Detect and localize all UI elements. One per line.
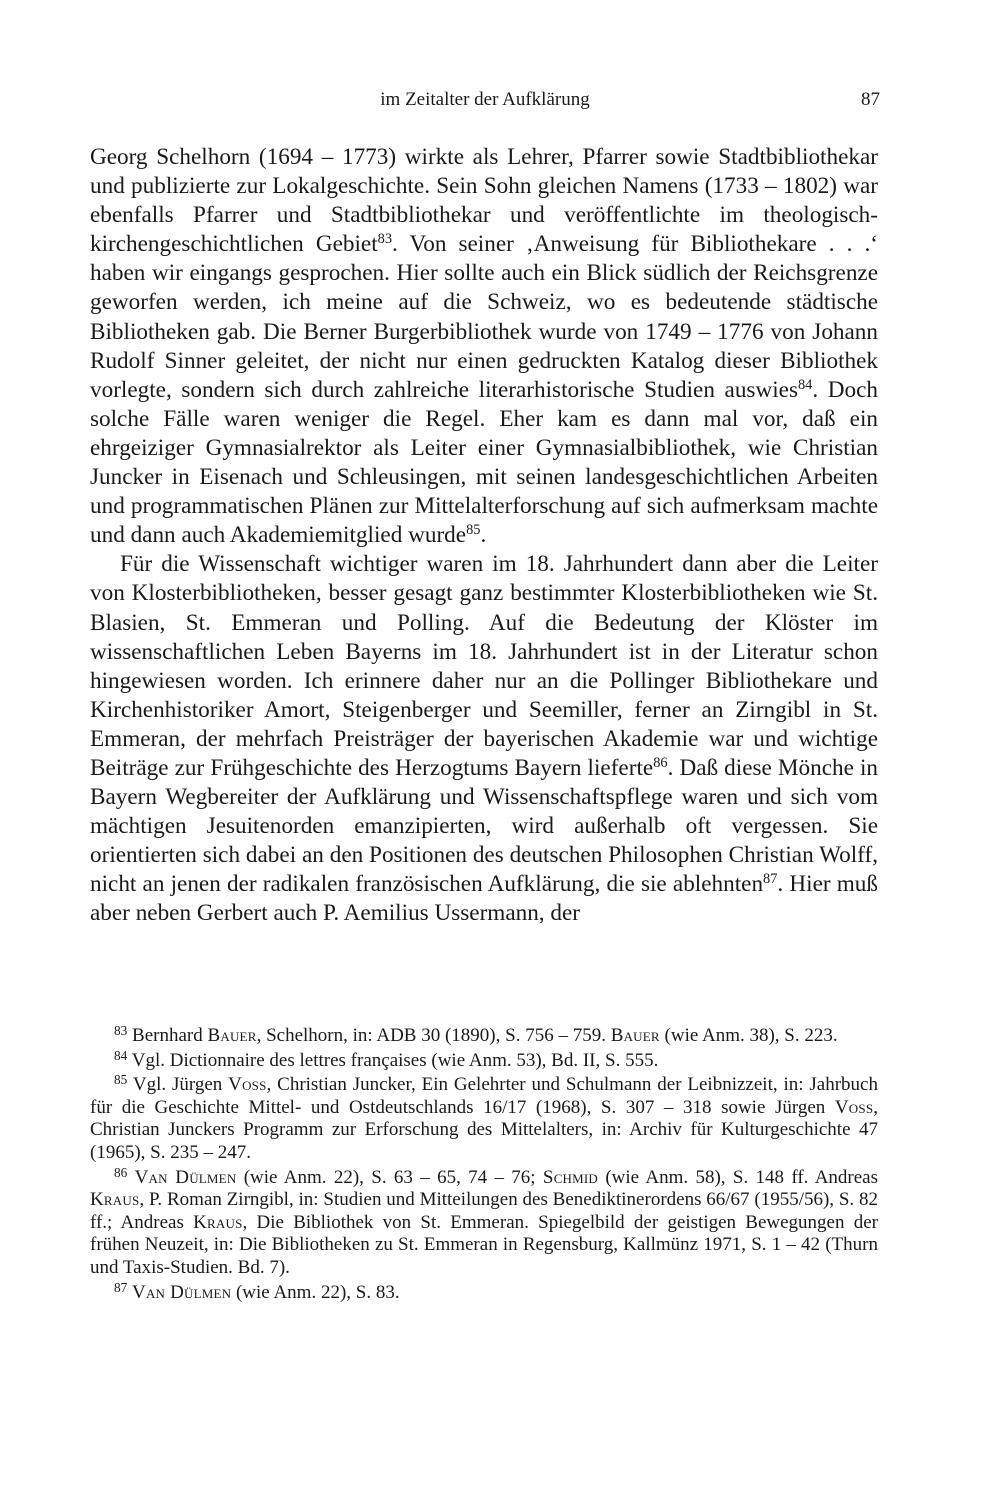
footnote-ref[interactable]: 86	[653, 755, 668, 772]
footnote-number: 87	[114, 1279, 128, 1295]
footnote: $^{84}$ Vgl. Dictionnaire des lettres françaises (wie Anm. 53), Bd. II, S. 555.	[114, 1047, 659, 1071]
footnotes	[90, 1025, 878, 1304]
footnote-ref[interactable]: 84	[797, 376, 813, 393]
footnote-ref[interactable]: 87	[763, 871, 778, 888]
footnote-ref[interactable]: 83	[377, 231, 393, 248]
footnote-number: 84	[114, 1047, 128, 1063]
footnote-ref[interactable]: 85	[466, 522, 481, 539]
footnote: $^{87}$ Van Dülmen (wie Anm. 22), S. 83.	[114, 1279, 400, 1303]
footnote: $^{86}$ Van Dülmen (wie Anm. 22), S. 63 – 65, 74 – 76; Schmid (wie Anm. 58), S. 148 ff. Andreas Kraus, P. Roman Zirngibl, in: Studien und Mitteilungen des Benediktinerordens 66/67 (1955/56), S. 82 ff.; Andreas Kraus, Die Bibliothek von St. Emmeran. Spiegelbild der geistigen Bewegungen der frühen Neuzeit, in: Die Bibliotheken zu St. Emmeran in Regensburg, Kallmünz 1971, S. 1 – 42 (Thurn und Taxis-Studien. Bd. 7).	[90, 1164, 879, 1278]
paragraph: Georg Schelhorn (1694 – 1773) wirkte als Lehrer, Pfarrer sowie Stadtbibliothekar und publizierte zur Lokalgeschichte. Sein Sohn gleichen Namens (1733 – 1802) war ebenfalls Pfarrer und Stadtbibliothekar und veröffentlichte im theologisch-kirchengeschichtlichen Gebiet$^{83}$. Von seiner ‚Anweisung für Bibliothekare . . .‘ haben wir eingangs gesprochen. Hier sollte auch ein Blick südlich der Reichsgrenze geworfen werden, ich meine auf die Schweiz, wo es bedeutende städtische Bibliotheken gab. Die Berner Burgerbibliothek wurde von 1749 – 1776 von Johann Rudolf Sinner geleitet, der nicht nur einen gedruckten Katalog dieser Bibliothek vorlegte, sondern sich durch zahlreiche literarhistorische Studien auswies$^{84}$. Doch solche Fälle waren weniger die Regel. Eher kam es dann mal vor, daß ein ehrgeiziger Gymnasialrektor als Leiter einer Gymnasialbibliothek, wie Christian Juncker in Eisenach und Schleusingen, mit seinen landesgeschichtlichen Arbeiten und programmatischen Plänen zur Mittelalterforschung auf sich aufmerksam machte und dann auch Akademiemitglied wurde$^{85}$.	[90, 144, 878, 549]
footnote-number: 83	[114, 1023, 128, 1039]
running-title: im Zeitalter der Aufklärung	[380, 89, 590, 110]
footnote: $^{85}$ Vgl. Jürgen Voss, Christian Juncker, Ein Gelehrter und Schulmann der Leibnizzeit, in: Jahrbuch für die Geschichte Mittel- und Ostdeutschlands 16/17 (1968), S. 307 – 318 sowie Jürgen Voss, Christian Junckers Programm zur Erforschung des Mittelalters, in: Archiv für Kulturgeschichte 47 (1965), S. 235 – 247.	[90, 1072, 878, 1163]
main-text	[90, 143, 878, 929]
footnote-number: 86	[114, 1164, 128, 1180]
page-header	[90, 89, 880, 119]
footnote: $^{83}$ Bernhard Bauer, Schelhorn, in: ADB 30 (1890), S. 756 – 759. Bauer (wie Anm. 38), S. 223.	[114, 1023, 838, 1046]
footnote-number: 85	[114, 1072, 128, 1088]
paragraph: Für die Wissenschaft wichtiger waren im 18. Jahrhundert dann aber die Leiter von Klosterbibliotheken, besser gesagt ganz bestimmter Klosterbibliotheken wie St. Blasien, St. Emmeran und Polling. Auf die Bedeutung der Klöster im wissenschaftlichen Leben Bayerns im 18. Jahrhundert ist in der Literatur schon hingewiesen worden. Ich erinnere daher nur an die Pollinger Bibliothekare und Kirchenhistoriker Amort, Steigenberger und Seemiller, ferner an Zirngibl in St. Emmeran, der mehrfach Preisträger der bayerischen Akademie war und wichtige Beiträge zur Frühgeschichte des Herzogtums Bayern lieferte$^{86}$. Daß diese Mönche in Bayern Wegbereiter der Aufklärung und Wissenschaftspflege waren und sich vom mächtigen Jesuitenorden emanzipierten, wird außerhalb oft vergessen. Sie orientierten sich dabei an den Positionen des deutschen Philosophen Christian Wolff, nicht an jenen der radikalen französischen Aufklärung, die sie ablehnten$^{87}$. Hier muß aber neben Gerbert auch P. Aemilius Ussermann, der	[90, 551, 879, 927]
page-number: 87	[861, 89, 880, 110]
